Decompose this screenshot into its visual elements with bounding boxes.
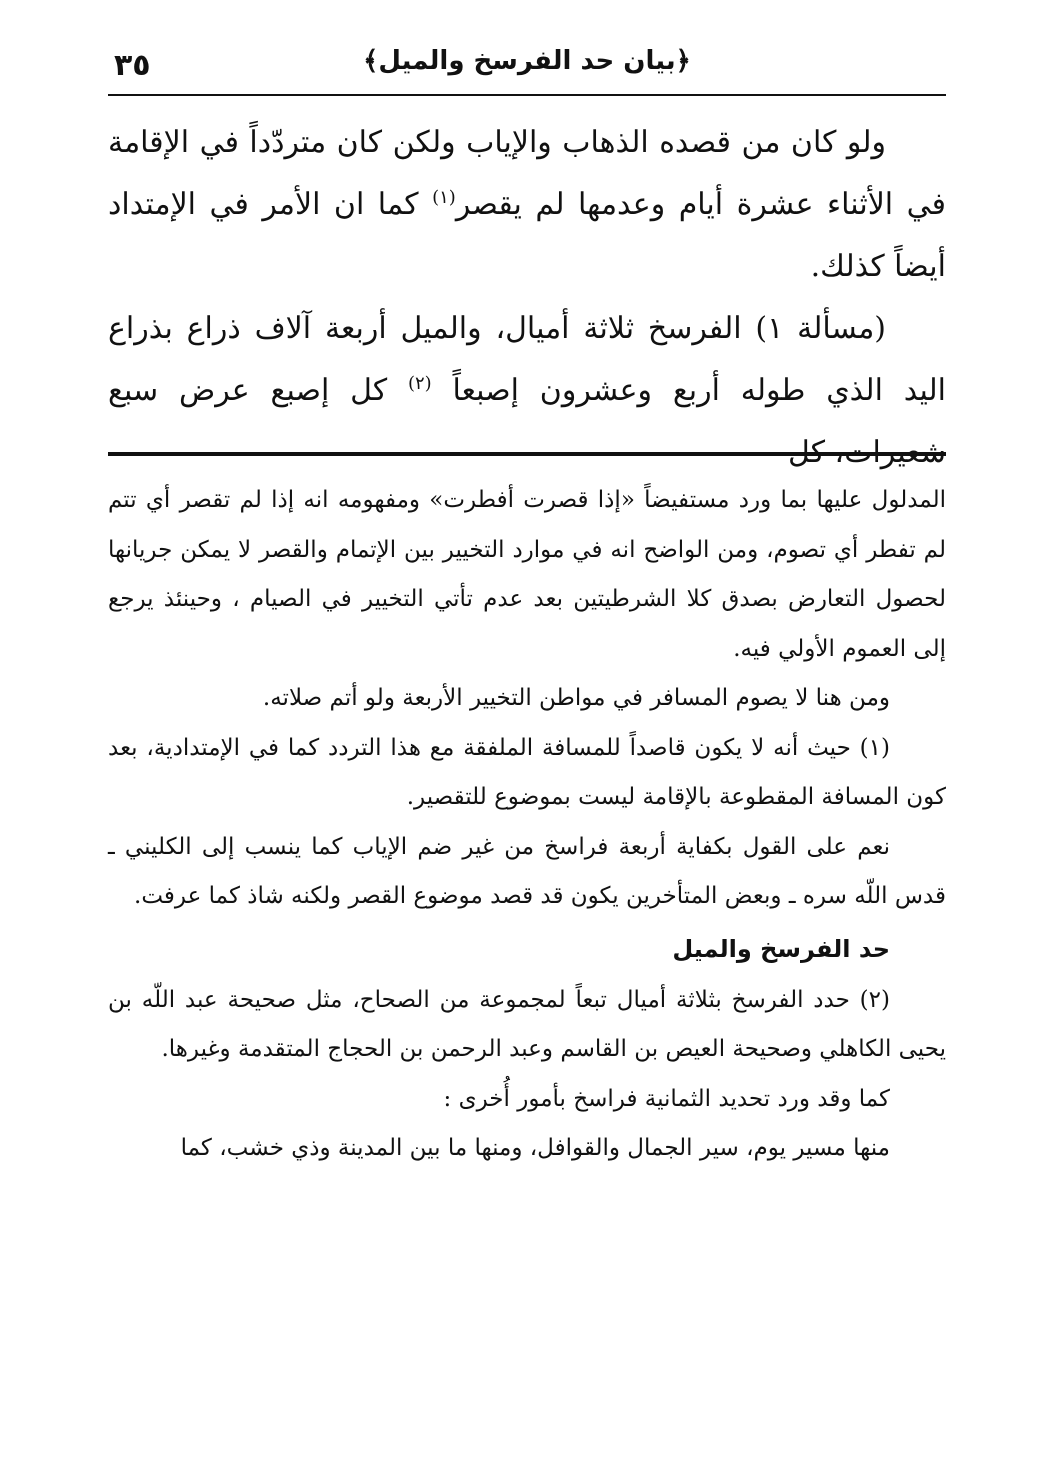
footnotes <box>108 476 946 1174</box>
page-header <box>108 40 946 92</box>
header-rule <box>108 94 946 96</box>
main-paragraph-2-text: (مسألة ١) الفرسخ ثلاثة أميال، والميل أربعة آلاف ذراع بذراع اليد الذي طوله أربع وعشرون إصبعاً <box>108 311 946 408</box>
footnote-separator <box>108 452 946 456</box>
footnote-paragraph: ومن هنا لا يصوم المسافر في مواطن التخيير الأربعة ولو أتم صلاته. <box>262 685 890 711</box>
footnote-2: (٢) حدد الفرسخ بثلاثة أميال تبعاً لمجموعة من الصحاح، مثل صحيحة عبد اللّه بن يحيى الكاهلي وصحيحة العيص بن القاسم وعبد الرحمن بن الحجاج المتقدمة وغيرها. <box>108 986 946 1062</box>
main-text <box>108 112 946 484</box>
footnote-ref-2: (٢) <box>407 373 432 394</box>
footnote-continuation: المدلول عليها بما ورد مستفيضاً «إذا قصرت أفطرت» ومفهومه انه إذا لم تقصر أي تتم لم تفطر أي تصوم، ومن الواضح انه في موارد التخيير بين الإتمام والقصر لا يمكن جريانها لحصول التعارض بصدق كلا الشرطيتين بعد عدم تأتي التخيير في الصيام ، وحينئذ يرجع إلى العموم الأولي فيه. <box>108 487 946 662</box>
footnote-paragraph: منها مسير يوم، سير الجمال والقوافل، ومنها ما بين المدينة وذي خشب، كما <box>180 1135 890 1161</box>
running-title: ﴿بيان حد الفرسخ والميل﴾ <box>363 46 691 76</box>
section-heading: حد الفرسخ والميل <box>672 934 890 963</box>
main-paragraph-1 <box>108 112 946 298</box>
footnote-ref-1: (١) <box>432 187 456 208</box>
footnote-paragraph: نعم على القول بكفاية أربعة فراسخ من غير ضم الإياب كما ينسب إلى الكليني ـ قدس اللّه سره ـ وبعض المتأخرين يكون قد قصد موضوع القصر ولكنه شاذ كما عرفت. <box>108 833 946 909</box>
main-paragraph-1-tail: كما ان الأمر في الإمتداد أيضاً كذلك. <box>108 187 946 284</box>
footnote-1: (١) حيث أنه لا يكون قاصداً للمسافة الملفقة مع هذا التردد كما في الإمتدادية، بعد كون المسافة المقطوعة بالإقامة ليست بموضوع للتقصير. <box>108 734 946 810</box>
main-paragraph-2 <box>108 298 946 484</box>
footnote-paragraph: كما وقد ورد تحديد الثمانية فراسخ بأمور أُخرى : <box>443 1085 890 1112</box>
page-number: ٣٥ <box>114 48 151 83</box>
main-paragraph-2-tail: كل إصبع عرض سبع شعيرات، كل <box>108 373 946 470</box>
main-paragraph-1-text: ولو كان من قصده الذهاب والإياب ولكن كان متردّداً في الإقامة في الأثناء عشرة أيام وعدمها لم يقصر <box>108 125 946 222</box>
